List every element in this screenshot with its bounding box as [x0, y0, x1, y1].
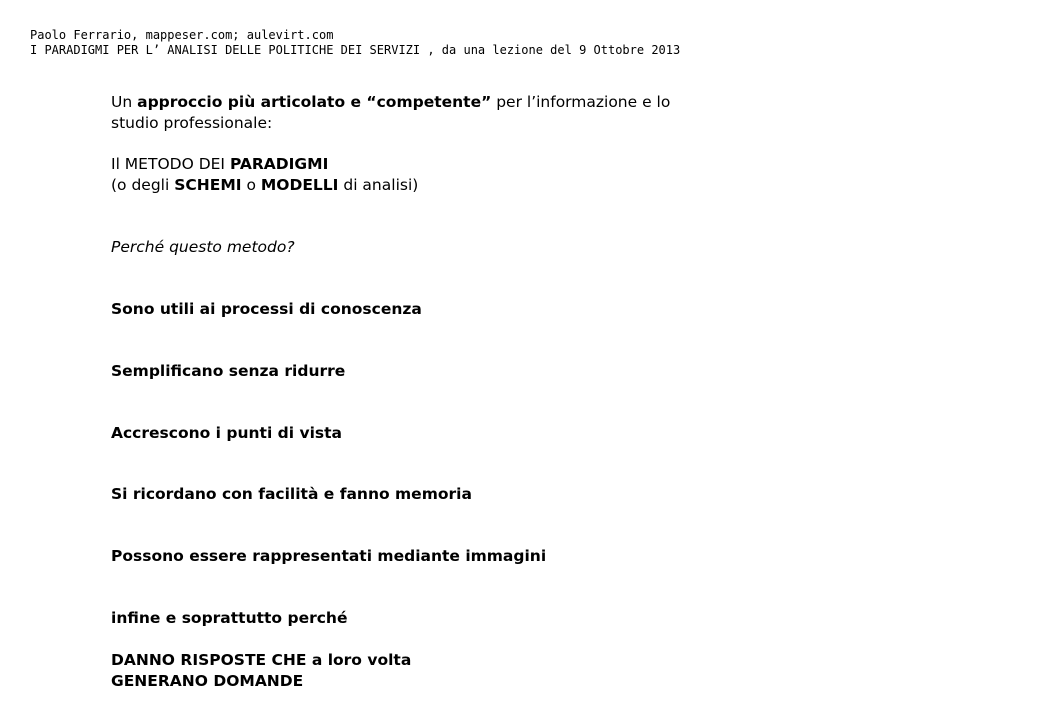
conclusion-line-1: DANNO RISPOSTE CHE a loro volta [111, 651, 412, 669]
conclusion-line-2: GENERANO DOMANDE [111, 672, 304, 690]
method-text-close: di analisi) [338, 176, 419, 194]
method-text-bold: PARADIGMI [229, 155, 329, 173]
method-text-a: Il METODO DEI [111, 155, 230, 173]
method-line-2 [111, 175, 418, 196]
intro-text-c: per l’informazione e lo [491, 93, 671, 111]
method-line-1 [111, 154, 328, 175]
reason-item: Semplificano senza ridurre [111, 362, 346, 380]
method-text-schemi: SCHEMI [174, 176, 242, 194]
question-text: Perché questo metodo? [111, 238, 295, 256]
header-title-line: I PARADIGMI PER L’ ANALISI DELLE POLITICHE DEI SERVIZI , da una lezione del 9 Ottobre 2013 [30, 43, 681, 57]
reason-item: Possono essere rappresentati mediante immagini [111, 547, 547, 565]
method-text-o: o [241, 176, 261, 194]
intro-line-2: studio professionale: [111, 114, 273, 132]
intro-text-a: Un [111, 93, 138, 111]
reason-item: Accrescono i punti di vista [111, 424, 342, 442]
intro-line-1 [111, 92, 670, 113]
method-text-modelli: MODELLI [260, 176, 339, 194]
reason-item: Sono utili ai processi di conoscenza [111, 300, 422, 318]
method-text-open: (o degli [111, 176, 175, 194]
reason-item: infine e soprattutto perché [111, 609, 348, 627]
page-header [30, 28, 680, 58]
header-author-line: Paolo Ferrario, mappeser.com; aulevirt.com [30, 28, 334, 42]
reason-item: Si ricordano con facilità e fanno memoria [111, 485, 472, 503]
intro-text-bold: approccio più articolato e “competente” [137, 93, 492, 111]
